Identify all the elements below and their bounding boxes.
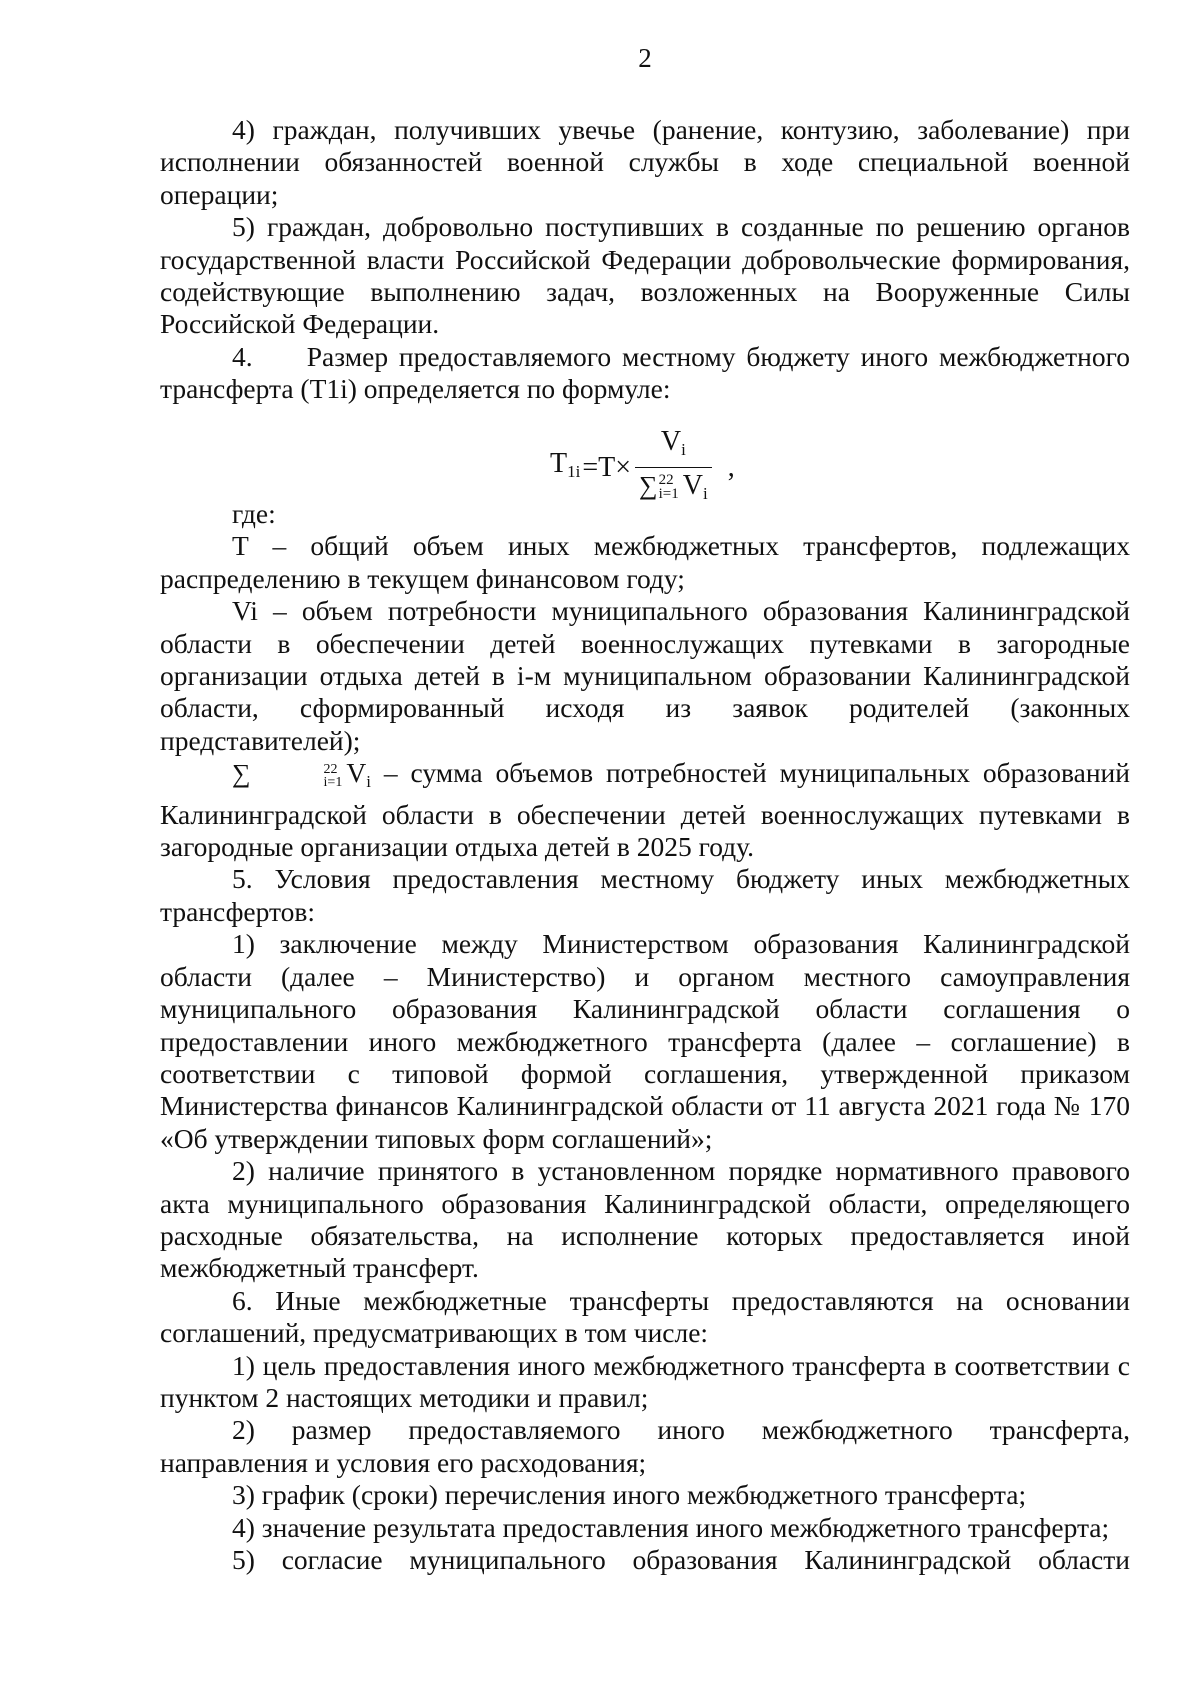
formula-numerator	[651, 425, 696, 467]
formula-den-var: V	[682, 469, 703, 501]
sum-lower: i=1	[658, 486, 679, 503]
paragraph: 4) граждан, получивших увечье (ранение, контузию, заболевание) при исполнении обязанностей военной службы в ходе специальной военной операции;	[160, 114, 1130, 210]
formula-lhs	[550, 448, 580, 488]
formula-den-sub: i	[702, 483, 708, 503]
formula-equals-t: =T×	[582, 451, 632, 483]
text-block-bottom	[160, 498, 1130, 1576]
definition-vi: Vi – объем потребности муниципального образования Калининградской области в обеспечении детей военнослужащих путевками в загородные организации отдыха детей в i-м муниципальном образовании Калининградской области, сформированный исходя из заявок родителей (законных представителей);	[160, 595, 1130, 756]
formula-num-var: V	[660, 425, 682, 457]
sum-upper: 22	[323, 761, 338, 777]
sum-limits	[659, 473, 679, 501]
formula-lhs-var: T	[550, 447, 568, 479]
formula-lhs-sub: 1i	[567, 461, 581, 481]
sum-symbol: ∑	[639, 470, 658, 500]
formula-comma: ,	[727, 451, 735, 483]
definition-sum-text: – сумма объемов потребностей муниципальных образований Калининградской области в обеспечении детей военнослужащих путевками в загородные организации отдыха детей в 2025 году.	[160, 757, 1130, 863]
paragraph: 6. Иные межбюджетные трансферты предоставляются на основании соглашений, предусматривающих в том числе:	[160, 1284, 1130, 1349]
paragraph: 1) цель предоставления иного межбюджетного трансферта в соответствии с пунктом 2 настоящих методики и правил;	[160, 1349, 1130, 1413]
sum-upper: 22	[658, 472, 674, 489]
formula-num-sub: i	[681, 439, 686, 459]
text-block-top	[160, 114, 1130, 406]
paragraph: 4. Размер предоставляемого местному бюджету иного межбюджетного трансферта (T1i) определяется по формуле:	[160, 340, 1130, 405]
sum-limits	[252, 763, 343, 789]
definition-sum-var: V	[346, 757, 367, 789]
where-label: где:	[232, 498, 276, 529]
definition-sum	[160, 757, 1130, 863]
paragraph: 4) значение результата предоставления иного межбюджетного трансферта;	[232, 1511, 1110, 1543]
paragraph: 5) граждан, добровольно поступивших в созданные по решению органов государственной власти Российской Федерации добровольческие формирования, содействующие выполнению задач, возложенных на Вооруженные Силы Российской Федерации.	[160, 211, 1130, 340]
paragraph: 5) согласие муниципального образования Калининградской области	[232, 1544, 1130, 1575]
paragraph: 2) наличие принятого в установленном порядке нормативного правового акта муниципального образования Калининградской области, определяющего расходные обязательства, на исполнение которых предоставляется иной межбюджетный трансферт.	[160, 1155, 1130, 1284]
sum-lower: i=1	[323, 774, 343, 790]
page-number: 2	[638, 43, 652, 73]
paragraph: 1) заключение между Министерством образования Калининградской области (далее – Министерство) и органом местного самоуправления муниципального образования Калининградской области соглашения о предоставлении иного межбюджетного трансферта (далее – соглашение) в соответствии с типовой формой соглашения, утвержденной приказом Министерства финансов Калининградской области от 11 августа 2021 года № 170 «Об утверждении типовых форм соглашений»;	[160, 928, 1130, 1154]
paragraph: 5. Условия предоставления местному бюджету иных межбюджетных трансфертов:	[160, 863, 1130, 927]
sum-symbol: ∑	[232, 759, 251, 789]
formula	[550, 425, 735, 508]
paragraph: 2) размер предоставляемого иного межбюджетного трансферта, направления и условия его расходования;	[160, 1414, 1130, 1478]
definition-t: T – общий объем иных межбюджетных трансфертов, подлежащих распределению в текущем финансовом году;	[160, 530, 1130, 594]
paragraph: 3) график (сроки) перечисления иного межбюджетного трансферта;	[232, 1479, 1027, 1511]
definition-sum-sub: i	[366, 772, 371, 792]
